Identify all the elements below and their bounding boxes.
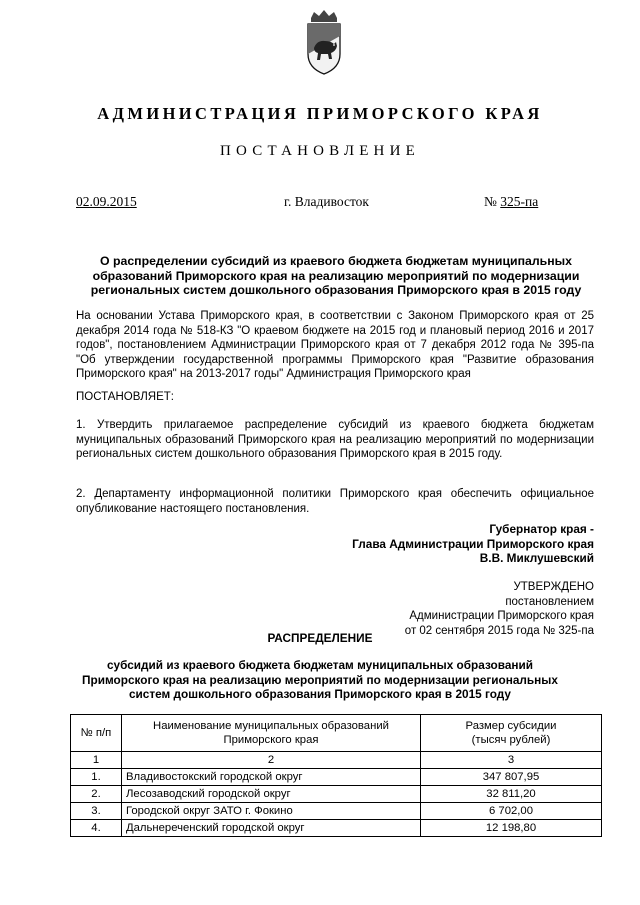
row-name: Владивостокский городской округ: [122, 769, 421, 786]
row-name: Дальнереченский городской округ: [122, 820, 421, 837]
document-number: [484, 194, 538, 210]
approval-line: постановлением: [505, 595, 594, 608]
header-amount-line: Размер субсидии: [465, 720, 557, 732]
row-amount: 12 198,80: [421, 820, 602, 837]
approval-line: УТВЕРЖДЕНО: [513, 581, 594, 593]
number-prefix: №: [484, 194, 497, 209]
row-amount: 347 807,95: [421, 769, 602, 786]
signature-line: Глава Администрации Приморского края: [352, 536, 594, 551]
column-number: 1: [71, 752, 122, 769]
header-name: [122, 715, 421, 752]
table-row: [71, 769, 602, 786]
header-number: № п/п: [71, 715, 122, 752]
signature-line: Губернатор края -: [489, 522, 594, 536]
document-title: [76, 254, 596, 298]
title-line: О распределении субсидий из краевого бюджета бюджетам муниципальных: [99, 254, 572, 268]
approval-line: от 02 сентября 2015 года № 325-па: [404, 624, 594, 637]
distribution-subtitle: [60, 658, 580, 702]
header-name-line: Приморского края: [223, 734, 319, 746]
header-amount-line: (тысяч рублей): [471, 734, 551, 746]
table-row: [71, 820, 602, 837]
title-line: региональных систем дошкольного образования Приморского края в 2015 году: [90, 283, 582, 298]
table-row: [71, 803, 602, 820]
coat-of-arms-icon: [303, 10, 345, 76]
row-amount: 6 702,00: [421, 803, 602, 820]
subtitle-line: систем дошкольного образования Приморского края в 2015 году: [128, 687, 511, 701]
table-row: [71, 786, 602, 803]
table-column-numbers: [71, 752, 602, 769]
table-header-row: [71, 715, 602, 752]
column-number: 2: [122, 752, 421, 769]
approval-block: [294, 580, 594, 638]
document-type: ПОСТАНОВЛЕНИЕ: [220, 143, 420, 159]
row-name: Лесозаводский городской округ: [122, 786, 421, 803]
row-number: 4.: [71, 820, 122, 837]
signature-block: [194, 522, 594, 566]
agency-name: АДМИНИСТРАЦИЯ ПРИМОРСКОГО КРАЯ: [97, 104, 543, 123]
number-value: 325-па: [500, 194, 539, 209]
distribution-heading: РАСПРЕДЕЛЕНИЕ: [267, 631, 373, 645]
header-amount: [421, 715, 602, 752]
title-line: образований Приморского края на реализацию мероприятий по модернизации: [92, 268, 580, 283]
subtitle-line: Приморского края на реализацию мероприятий по модернизации региональных: [82, 672, 558, 687]
basis-paragraph: На основании Устава Приморского края, в соответствии с Законом Приморского края от 25 декабря 2014 года № 518-КЗ "О краевом бюджете на 2015 год и плановый период 2016 и 2017 годов", постановлением Администрации Приморского края от 7 декабря 2012 года № 395-па "Об утверждении государственной программы Приморского края "Развитие образования Приморского края" на 2013-2017 годы" Администрация Приморского края: [76, 310, 594, 380]
row-amount: 32 811,20: [421, 786, 602, 803]
decree-word: ПОСТАНОВЛЯЕТ:: [76, 391, 174, 403]
subsidy-table: [70, 714, 602, 837]
column-number: 3: [421, 752, 602, 769]
signature-line: В.В. Миклушевский: [479, 551, 594, 565]
item-1-paragraph: 1. Утвердить прилагаемое распределение субсидий из краевого бюджета бюджетам муниципальных образований Приморского края на реализацию мероприятий по модернизации региональных систем дошкольного образования Приморского края в 2015 году.: [76, 419, 594, 460]
subtitle-line: субсидий из краевого бюджета бюджетам муниципальных образований: [106, 658, 534, 672]
header-name-line: Наименование муниципальных образований: [153, 720, 389, 732]
row-number: 3.: [71, 803, 122, 820]
item-2-paragraph: 2. Департаменту информационной политики Приморского края обеспечить официальное опубликование настоящего постановления.: [76, 488, 594, 515]
row-number: 1.: [71, 769, 122, 786]
document-city: г. Владивосток: [284, 194, 369, 209]
row-number: 2.: [71, 786, 122, 803]
document-date: 02.09.2015: [76, 194, 137, 209]
row-name: Городской округ ЗАТО г. Фокино: [122, 803, 421, 820]
approval-line: Администрации Приморского края: [409, 610, 594, 622]
